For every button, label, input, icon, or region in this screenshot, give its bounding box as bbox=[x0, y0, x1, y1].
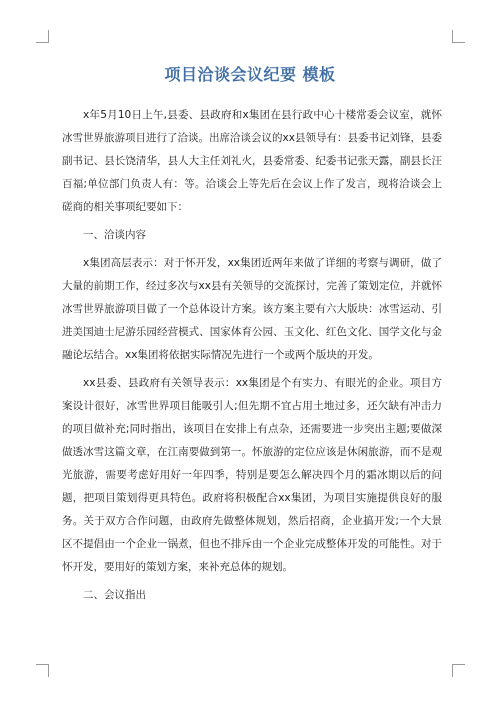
county-statement-paragraph: xx县委、县政府有关领导表示：xx集团是个有实力、有眼光的企业。项目方案设计很好，冰雪世界项目能吸引人;但先期不宜占用土地过多，还欠缺有冲击力的项目做补充;同时指出，该项目在安排上有点杂，还需要进一步突出主题;要做深做透冰雪这篇文章，在江南要做到第一。怀旅游的定位应该是休闲旅游，而不是观光旅游，需要考虑好用好一年四季，特别是要怎么解决四个月的霜冰期以后的问题，把项目策划得更具特色。政府将积极配合xx集团，为项目实施提供良好的服务。关于双方合作问题，由政府先做整体规划，然后招商，企业搞开发;一个大景区不提倡由一个企业一锅煮，但也不排斥由一个企业完成整体开发的可能性。对于怀开发，要用好的策划方案，来补充总体的规划。 bbox=[62, 377, 442, 573]
crop-mark-top-left bbox=[36, 30, 49, 43]
section-heading-meeting: 二、会议指出 bbox=[83, 589, 146, 601]
document-title: 项目洽谈会议纪要 模板 bbox=[164, 65, 336, 84]
crop-mark-top-right bbox=[452, 30, 465, 43]
section-heading-negotiation: 一、洽谈内容 bbox=[83, 229, 146, 241]
document-body bbox=[62, 104, 442, 607]
crop-mark-bottom-right bbox=[452, 664, 465, 677]
group-statement-paragraph: x集团高层表示：对于怀开发，xx集团近两年来做了详细的考察与调研，做了大量的前期工作，经过多次与xx县有关领导的交流探讨，完善了策划定位，并就怀冰雪世界旅游项目做了一个总体设计方案。该方案主要有六大版块：冰雪运动、引进美国迪士尼游乐园经营模式、国家体育公园、玉文化、红色文化、国学文化与金融论坛结合。xx集团将依据实际情况先进行一个或两个版块的开发。 bbox=[62, 257, 442, 361]
crop-mark-bottom-left bbox=[36, 664, 49, 677]
intro-paragraph: x年5月10日上午,县委、县政府和x集团在县行政中心十楼常委会议室，就怀冰雪世界旅游项目进行了洽谈。出席洽谈会议的xx县领导有：县委书记刘锋，县委副书记、县长饶清华，县人大主任刘礼火，县委常委、纪委书记张天露，副县长汪百福;单位部门负责人有：等。洽谈会上等先后在会议上作了发言，现将洽谈会上磋商的相关事项纪要如下： bbox=[62, 109, 442, 213]
